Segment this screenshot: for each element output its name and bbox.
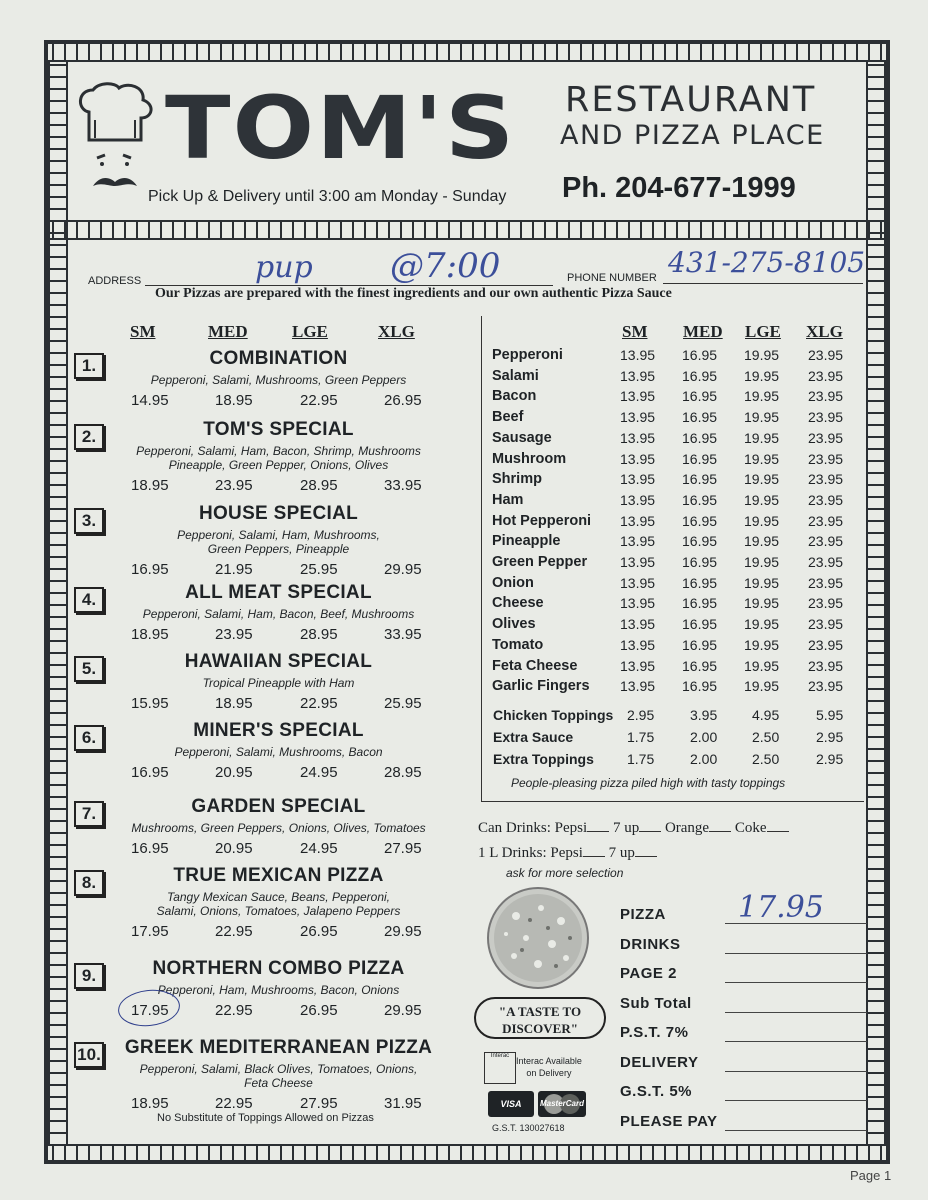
topping-price: 19.95 — [744, 595, 780, 612]
summary-line[interactable] — [725, 982, 867, 983]
mastercard-label: MasterCard — [539, 1099, 584, 1108]
topping-price: 13.95 — [620, 616, 656, 633]
special-price: 26.95 — [300, 1002, 338, 1019]
special-price: 33.95 — [384, 477, 422, 494]
summary-line[interactable] — [725, 953, 867, 954]
special-number-box: 5. — [74, 656, 104, 682]
topping-name: Tomato — [492, 636, 544, 653]
special-price: 25.95 — [384, 695, 422, 712]
extra-price: 2.00 — [690, 751, 718, 767]
summary-label: Sub Total — [620, 994, 692, 1012]
topping-name: Garlic Fingers — [492, 678, 590, 695]
extra-price: 2.50 — [752, 751, 780, 767]
summary-handwritten-value[interactable]: 17.95 — [738, 890, 824, 925]
topping-price: 23.95 — [808, 409, 844, 426]
pleasing-slogan: People-pleasing pizza piled high with tasty toppings — [511, 776, 786, 790]
special-number-box: 10. — [74, 1042, 104, 1068]
topping-price: 16.95 — [682, 409, 718, 426]
special-price: 29.95 — [384, 1002, 422, 1019]
special-price: 28.95 — [300, 477, 338, 494]
special-description: Pepperoni, Salami, Ham, Bacon, Beef, Mushrooms — [142, 607, 415, 621]
topping-price: 16.95 — [682, 512, 718, 529]
special-title: TOM'S SPECIAL — [203, 419, 354, 440]
special-price: 22.95 — [300, 695, 338, 712]
topping-name: Pepperoni — [492, 347, 563, 363]
special-title: COMBINATION — [209, 348, 348, 369]
special-number-box: 1. — [74, 353, 104, 379]
topping-price: 16.95 — [682, 429, 718, 446]
interac-line-2: on Delivery — [526, 1068, 572, 1078]
special-number-box: 4. — [74, 587, 104, 613]
special-description: Pepperoni, Salami, Mushrooms, Bacon — [174, 745, 383, 759]
special-description: Mushrooms, Green Peppers, Onions, Olives, Tomatoes — [131, 821, 426, 835]
visa-label: VISA — [500, 1099, 522, 1109]
topping-price: 23.95 — [808, 347, 844, 363]
mastercard-icon — [538, 1091, 586, 1117]
extra-price: 3.95 — [690, 707, 718, 723]
topping-price: 19.95 — [744, 678, 780, 695]
special-description: Feta Cheese — [244, 1076, 313, 1090]
size-header-left: MED — [208, 322, 248, 341]
interac-logo-text: Interac — [490, 1053, 510, 1059]
extra-price: 1.75 — [627, 751, 655, 767]
address-label: ADDRESS — [88, 275, 142, 287]
extra-price: 2.95 — [816, 751, 844, 767]
topping-price: 13.95 — [620, 409, 656, 426]
special-price: 14.95 — [131, 392, 169, 409]
extra-price: 2.00 — [690, 729, 718, 745]
topping-price: 16.95 — [682, 388, 718, 405]
special-price: 18.95 — [215, 392, 253, 409]
summary-line[interactable] — [725, 1130, 867, 1131]
topping-price: 23.95 — [808, 657, 844, 674]
special-description: Tangy Mexican Sauce, Beans, Pepperoni, — [166, 890, 391, 904]
can-drink-pepsi[interactable]: Pepsi — [554, 820, 588, 836]
special-price: 29.95 — [384, 923, 422, 940]
special-price: 29.95 — [384, 561, 422, 578]
pickup-time-handwritten[interactable]: @7:00 — [390, 246, 501, 286]
chef-logo-icon — [75, 82, 157, 202]
topping-price: 16.95 — [682, 347, 718, 363]
topping-price: 19.95 — [744, 429, 780, 446]
summary-line[interactable] — [725, 1071, 867, 1072]
topping-name: Bacon — [492, 388, 537, 405]
special-description: Salami, Onions, Tomatoes, Jalapeno Peppers — [156, 904, 401, 918]
topping-price: 16.95 — [682, 616, 718, 633]
topping-price: 23.95 — [808, 574, 844, 591]
toppings-table-bottom-rule — [481, 801, 864, 802]
special-price: 18.95 — [131, 1095, 169, 1112]
liter-drink-pepsi[interactable]: Pepsi — [550, 845, 583, 861]
topping-price: 16.95 — [682, 450, 718, 467]
topping-name: Salami — [492, 367, 539, 384]
pizza-illustration-icon — [486, 886, 590, 990]
topping-price: 23.95 — [808, 533, 844, 550]
topping-price: 13.95 — [620, 450, 656, 467]
size-header-left: XLG — [378, 322, 415, 341]
special-price: 22.95 — [215, 1095, 253, 1112]
special-price: 17.95 — [131, 1002, 169, 1019]
topping-price: 16.95 — [682, 533, 718, 550]
summary-line[interactable] — [725, 1012, 867, 1013]
topping-price: 23.95 — [808, 367, 844, 384]
topping-name: Sausage — [492, 429, 552, 446]
taste-line-2: DISCOVER" — [502, 1021, 578, 1036]
topping-price: 13.95 — [620, 533, 656, 550]
special-number-box: 7. — [74, 801, 104, 827]
topping-price: 23.95 — [808, 678, 844, 695]
special-price: 22.95 — [300, 392, 338, 409]
interac-logo — [484, 1052, 516, 1084]
extra-name: Extra Toppings — [493, 751, 594, 767]
special-price: 15.95 — [131, 695, 169, 712]
summary-label: PIZZA — [620, 906, 666, 923]
topping-price: 13.95 — [620, 678, 656, 695]
intro-text: Our Pizzas are prepared with the finest ingredients and our own authentic Pizza Sauce — [155, 286, 672, 301]
liter-drinks-row — [478, 845, 657, 862]
size-header-right: LGE — [745, 322, 781, 341]
topping-price: 16.95 — [682, 554, 718, 570]
special-price: 25.95 — [300, 561, 338, 578]
summary-line[interactable] — [725, 1041, 867, 1042]
summary-label: DRINKS — [620, 935, 681, 953]
topping-price: 19.95 — [744, 388, 780, 405]
special-title: TRUE MEXICAN PIZZA — [173, 865, 384, 886]
can-drink-coke[interactable]: Coke — [734, 820, 767, 836]
topping-price: 19.95 — [744, 574, 780, 591]
address-handwritten[interactable]: pup — [255, 250, 313, 285]
special-price: 24.95 — [300, 764, 338, 781]
topping-name: Hot Pepperoni — [492, 512, 592, 529]
topping-price: 16.95 — [682, 657, 718, 674]
phone-number-label: PHONE NUMBER — [567, 272, 657, 284]
can-drink-7up[interactable]: 7 up — [612, 820, 640, 836]
special-price: 16.95 — [131, 840, 169, 857]
page-number: Page 1 — [850, 1168, 892, 1183]
topping-name: Green Pepper — [492, 554, 588, 570]
summary-label: G.S.T. 5% — [620, 1083, 693, 1100]
interac-text — [516, 1055, 582, 1079]
phone-field-line — [663, 283, 863, 284]
topping-name: Olives — [492, 616, 536, 633]
special-price: 17.95 — [131, 923, 169, 940]
topping-price: 13.95 — [620, 471, 656, 488]
topping-price: 19.95 — [744, 367, 780, 384]
topping-price: 23.95 — [808, 636, 844, 653]
hours-tagline: Pick Up & Delivery until 3:00 am Monday - Sunday — [148, 188, 507, 205]
special-price: 18.95 — [131, 477, 169, 494]
special-description: Pepperoni, Salami, Mushrooms, Green Peppers — [150, 373, 407, 387]
special-description: Pepperoni, Salami, Ham, Mushrooms, — [177, 528, 380, 542]
special-description: Tropical Pineapple with Ham — [202, 676, 355, 690]
topping-price: 19.95 — [744, 533, 780, 550]
extra-name: Extra Sauce — [493, 729, 574, 745]
special-price: 28.95 — [300, 626, 338, 643]
special-price: 20.95 — [215, 764, 253, 781]
special-title: HOUSE SPECIAL — [198, 503, 359, 524]
topping-price: 13.95 — [620, 595, 656, 612]
special-price: 23.95 — [215, 477, 253, 494]
topping-name: Onion — [492, 574, 534, 591]
toms-logo: TOM'S — [165, 77, 517, 179]
special-description: Pepperoni, Salami, Black Olives, Tomatoes, Onions, — [139, 1062, 418, 1076]
topping-price: 13.95 — [620, 554, 656, 570]
phone-handwritten[interactable]: 431-275-8105 — [668, 246, 866, 279]
size-header-right: XLG — [806, 322, 843, 341]
size-header-right: SM — [622, 322, 648, 341]
topping-name: Beef — [492, 409, 524, 426]
topping-price: 23.95 — [808, 554, 844, 570]
topping-price: 16.95 — [682, 595, 718, 612]
topping-price: 23.95 — [808, 471, 844, 488]
summary-line[interactable] — [725, 1100, 867, 1101]
topping-name: Shrimp — [492, 471, 542, 488]
can-drinks-label: Can Drinks: — [478, 820, 551, 836]
size-header-right: MED — [683, 322, 723, 341]
special-price: 22.95 — [215, 923, 253, 940]
pizza-place-heading: AND PIZZA PLACE — [560, 120, 825, 151]
topping-price: 16.95 — [682, 574, 718, 591]
topping-price: 16.95 — [682, 636, 718, 653]
liter-drink-7up[interactable]: 7 up — [608, 845, 635, 861]
topping-price: 23.95 — [808, 512, 844, 529]
special-description: Green Peppers, Pineapple — [207, 542, 350, 556]
topping-price: 23.95 — [808, 429, 844, 446]
special-price: 26.95 — [300, 923, 338, 940]
topping-price: 13.95 — [620, 636, 656, 653]
extra-name: Chicken Toppings — [493, 707, 614, 723]
topping-price: 13.95 — [620, 491, 656, 508]
topping-name: Pineapple — [492, 533, 561, 550]
topping-price: 19.95 — [744, 450, 780, 467]
no-substitute-note: No Substitute of Toppings Allowed on Pizzas — [157, 1112, 374, 1124]
topping-name: Ham — [492, 491, 524, 508]
restaurant-heading: RESTAURANT — [565, 80, 817, 120]
gst-number: G.S.T. 130027618 — [492, 1123, 565, 1133]
topping-price: 19.95 — [744, 616, 780, 633]
special-number-box: 2. — [74, 424, 104, 450]
special-number-box: 3. — [74, 508, 104, 534]
topping-price: 19.95 — [744, 491, 780, 508]
toppings-table-left-rule — [481, 316, 482, 802]
special-price: 18.95 — [131, 626, 169, 643]
size-header-left: SM — [130, 322, 156, 341]
topping-price: 13.95 — [620, 388, 656, 405]
special-price: 16.95 — [131, 764, 169, 781]
topping-price: 19.95 — [744, 512, 780, 529]
extra-price: 2.95 — [627, 707, 655, 723]
special-price: 33.95 — [384, 626, 422, 643]
special-price: 23.95 — [215, 626, 253, 643]
topping-price: 13.95 — [620, 512, 656, 529]
visa-card-icon — [488, 1091, 534, 1117]
special-title: NORTHERN COMBO PIZZA — [152, 958, 405, 979]
more-selection-note: ask for more selection — [506, 866, 624, 880]
special-description: Pepperoni, Ham, Mushrooms, Bacon, Onions — [157, 983, 400, 997]
special-price: 24.95 — [300, 840, 338, 857]
topping-price: 16.95 — [682, 491, 718, 508]
topping-price: 13.95 — [620, 367, 656, 384]
restaurant-phone: Ph. 204-677-1999 — [562, 172, 796, 204]
special-number-box: 8. — [74, 870, 104, 896]
extra-price: 2.95 — [816, 729, 844, 745]
special-price: 20.95 — [215, 840, 253, 857]
topping-price: 16.95 — [682, 471, 718, 488]
taste-line-1: "A TASTE TO — [498, 1004, 582, 1019]
extra-price: 2.50 — [752, 729, 780, 745]
topping-price: 23.95 — [808, 491, 844, 508]
special-number-box: 6. — [74, 725, 104, 751]
special-description: Pineapple, Green Pepper, Onions, Olives — [168, 458, 389, 472]
special-price: 27.95 — [384, 840, 422, 857]
special-price: 26.95 — [384, 392, 422, 409]
special-price: 16.95 — [131, 561, 169, 578]
special-title: GREEK MEDITERRANEAN PIZZA — [124, 1037, 433, 1058]
topping-price: 19.95 — [744, 657, 780, 674]
taste-to-discover-badge — [474, 997, 606, 1039]
extra-price: 4.95 — [752, 707, 780, 723]
topping-price: 19.95 — [744, 636, 780, 653]
summary-label: PAGE 2 — [620, 965, 677, 982]
topping-price: 13.95 — [620, 574, 656, 591]
topping-name: Cheese — [492, 595, 544, 612]
topping-price: 13.95 — [620, 347, 656, 363]
special-title: ALL MEAT SPECIAL — [185, 582, 372, 603]
interac-line-1: Interac Available — [516, 1056, 582, 1066]
topping-price: 19.95 — [744, 347, 780, 363]
topping-price: 23.95 — [808, 450, 844, 467]
can-drinks-row — [478, 820, 789, 837]
topping-price: 23.95 — [808, 388, 844, 405]
topping-price: 13.95 — [620, 657, 656, 674]
topping-price: 19.95 — [744, 554, 780, 570]
special-title: GARDEN SPECIAL — [191, 796, 366, 817]
topping-name: Mushroom — [492, 450, 567, 467]
summary-label: P.S.T. 7% — [620, 1024, 689, 1041]
liter-drinks-label: 1 L Drinks: — [478, 845, 547, 861]
special-title: MINER'S SPECIAL — [193, 720, 364, 741]
special-number-box: 9. — [74, 963, 104, 989]
extra-price: 1.75 — [627, 729, 655, 745]
topping-price: 23.95 — [808, 595, 844, 612]
summary-label: PLEASE PAY — [620, 1112, 718, 1130]
special-price: 21.95 — [215, 561, 253, 578]
topping-price: 16.95 — [682, 678, 718, 695]
special-price: 28.95 — [384, 764, 422, 781]
special-price: 22.95 — [215, 1002, 253, 1019]
topping-price: 23.95 — [808, 616, 844, 633]
can-drink-orange[interactable]: Orange — [664, 820, 710, 836]
special-title: HAWAIIAN SPECIAL — [184, 651, 373, 672]
topping-name: Feta Cheese — [492, 657, 578, 674]
topping-price: 13.95 — [620, 429, 656, 446]
extra-price: 5.95 — [816, 707, 844, 723]
special-price: 31.95 — [384, 1095, 422, 1112]
summary-label: DELIVERY — [620, 1053, 699, 1071]
topping-price: 19.95 — [744, 471, 780, 488]
topping-price: 16.95 — [682, 367, 718, 384]
special-price: 18.95 — [215, 695, 253, 712]
special-description: Pepperoni, Salami, Ham, Bacon, Shrimp, Mushrooms — [136, 444, 421, 458]
size-header-left: LGE — [292, 322, 328, 341]
special-price: 27.95 — [300, 1095, 338, 1112]
topping-price: 19.95 — [744, 409, 780, 426]
